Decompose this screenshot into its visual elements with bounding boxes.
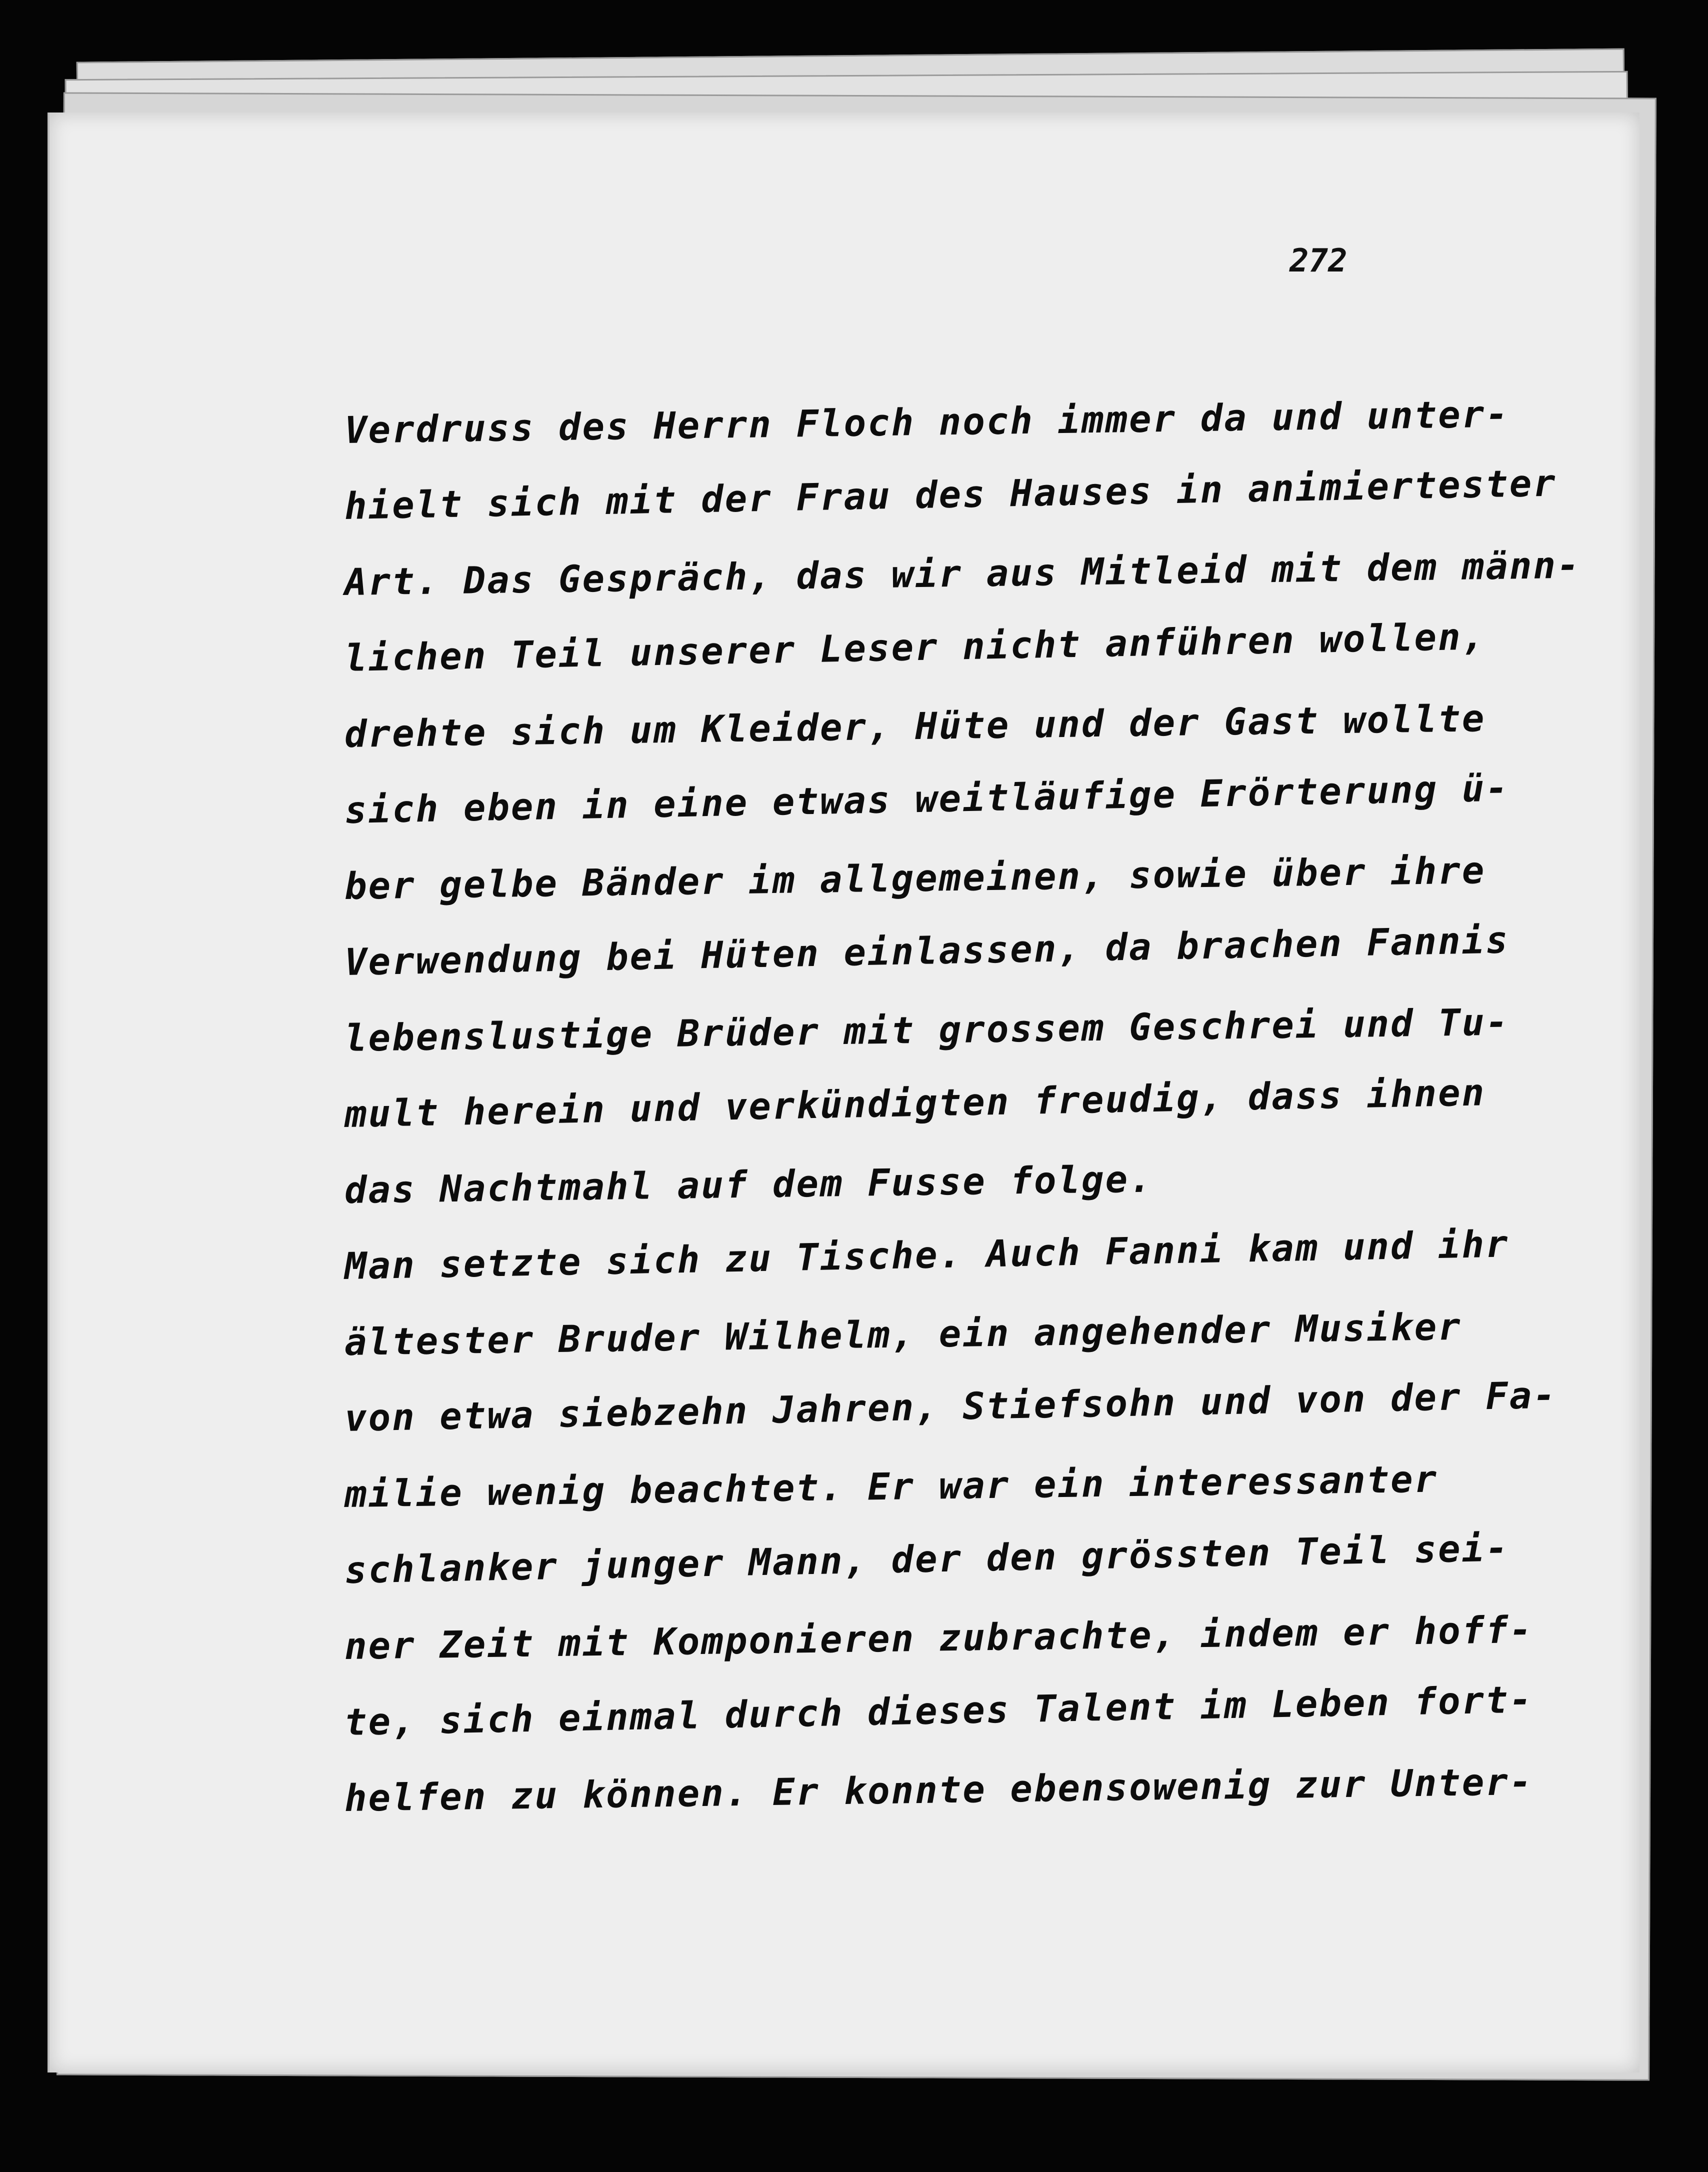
text-line: Man setzte sich zu Tische. Auch Fanni kam und ihr — [344, 1222, 1510, 1288]
text-line: Verwendung bei Hüten einlassen, da brachen Fannis — [344, 918, 1510, 984]
text-line: lebenslustige Brüder mit grossem Geschrei und Tu- — [344, 1000, 1510, 1060]
typewritten-page — [48, 112, 1640, 2072]
text-line: ber gelbe Bänder im allgemeinen, sowie über ihre — [344, 849, 1486, 908]
text-line: von etwa siebzehn Jahren, Stiefsohn und von der Fa- — [344, 1374, 1558, 1440]
text-line: te, sich einmal durch dieses Talent im Leben fort- — [344, 1678, 1534, 1744]
page-number: 272 — [1290, 242, 1348, 280]
text-line: drehte sich um Kleider, Hüte und der Gast wollte — [344, 697, 1486, 756]
text-line: Verdruss des Herrn Floch noch immer da und unter- — [344, 392, 1510, 452]
text-line: mult herein und verkündigten freudig, dass ihnen — [344, 1071, 1486, 1136]
text-line: ältester Bruder Wilhelm, ein angehender Musiker — [344, 1305, 1462, 1364]
text-line: lichen Teil unserer Leser nicht anführen wollen, — [344, 615, 1486, 680]
text-line: milie wenig beachtet. Er war ein interessanter — [344, 1458, 1438, 1516]
text-line: hielt sich mit der Frau des Hauses in animiertester — [344, 462, 1558, 528]
text-line: Art. Das Gespräch, das wir aus Mitleid mit dem männ- — [344, 544, 1582, 604]
text-line: sich eben in eine etwas weitläufige Erörterung ü- — [344, 766, 1510, 832]
text-line: ner Zeit mit Komponieren zubrachte, indem er hoff- — [344, 1608, 1534, 1668]
text-line: schlanker junger Mann, der den grössten Teil sei- — [344, 1526, 1510, 1592]
body-text — [344, 392, 1644, 1836]
text-line: helfen zu können. Er konnte ebensowenig zur Unter- — [344, 1760, 1534, 1820]
text-line: das Nachtmahl auf dem Fusse folge. — [344, 1158, 1154, 1212]
